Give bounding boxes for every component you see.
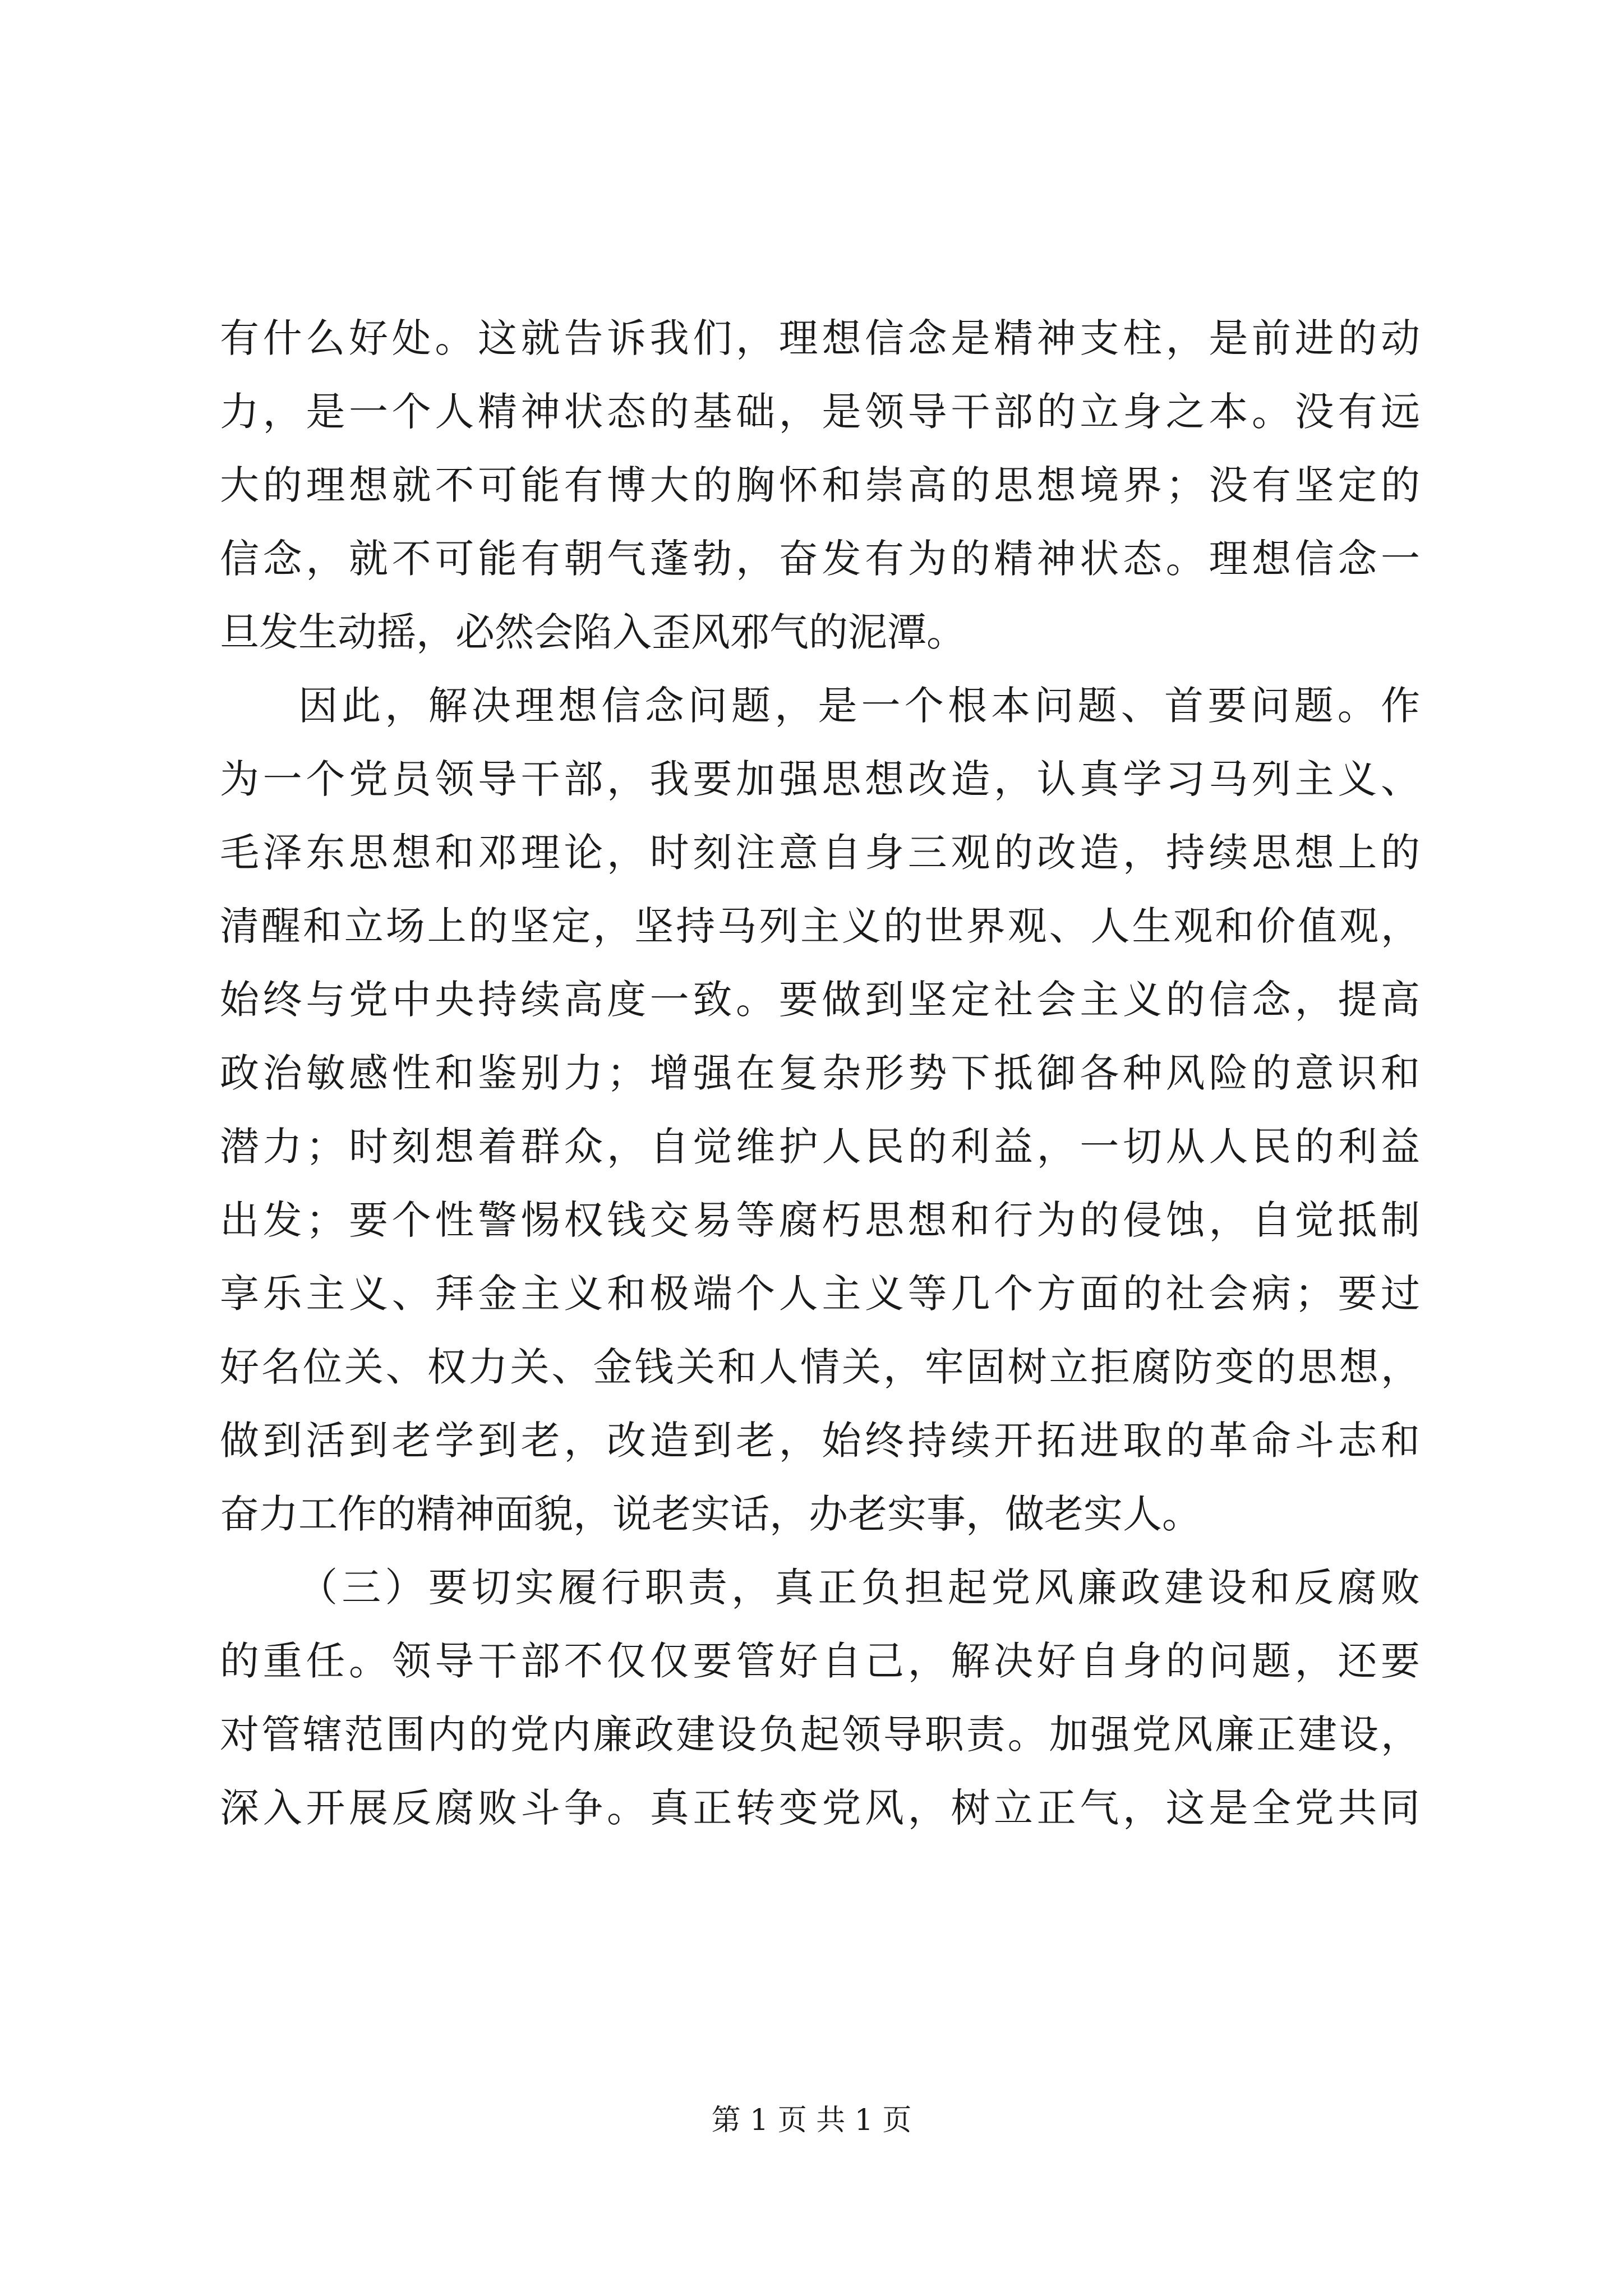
text-line: 始终与党中央持续高度一致。要做到坚定社会主义的信念，提高 — [220, 977, 1420, 1023]
page-number-label: 第 1 页 共 1 页 — [711, 2104, 912, 2137]
text-line: 出发；要个性警惕权钱交易等腐朽思想和行为的侵蚀，自觉抵制 — [220, 1197, 1420, 1243]
text-line: 力，是一个人精神状态的基础，是领导干部的立身之本。没有远 — [220, 389, 1420, 435]
text-line: 大的理想就不可能有博大的胸怀和崇高的思想境界；没有坚定的 — [220, 462, 1420, 508]
text-line: 享乐主义、拜金主义和极端个人主义等几个方面的社会病；要过 — [220, 1271, 1420, 1317]
paragraph-2 — [220, 669, 1420, 1551]
text-line: 因此，解决理想信念问题，是一个根本问题、首要问题。作 — [298, 683, 1420, 729]
text-line: 旦发生动摇，必然会陷入歪风邪气的泥潭。 — [220, 609, 966, 655]
text-line: 潜力；时刻想着群众，自觉维护人民的利益，一切从人民的利益 — [220, 1124, 1420, 1170]
text-line: 奋力工作的精神面貌，说老实话，办老实事，做老实人。 — [220, 1491, 1201, 1537]
text-line: 对管辖范围内的党内廉政建设负起领导职责。加强党风廉正建设， — [220, 1711, 1420, 1757]
text-line: 有什么好处。这就告诉我们，理想信念是精神支柱，是前进的动 — [220, 315, 1420, 361]
text-line: （三）要切实履行职责，真正负担起党风廉政建设和反腐败 — [298, 1565, 1420, 1611]
text-line: 深入开展反腐败斗争。真正转变党风，树立正气，这是全党共同 — [220, 1785, 1420, 1831]
text-line: 做到活到老学到老，改造到老，始终持续开拓进取的革命斗志和 — [220, 1418, 1420, 1464]
text-line: 的重任。领导干部不仅仅要管好自己，解决好自身的问题，还要 — [220, 1638, 1420, 1684]
document-body — [220, 302, 1420, 1845]
paragraph-3 — [220, 1551, 1420, 1845]
paragraph-1 — [220, 302, 1420, 669]
text-line: 清醒和立场上的坚定，坚持马列主义的世界观、人生观和价值观， — [220, 903, 1420, 949]
text-line: 好名位关、权力关、金钱关和人情关，牢固树立拒腐防变的思想， — [220, 1344, 1420, 1390]
text-line: 为一个党员领导干部，我要加强思想改造，认真学习马列主义、 — [220, 756, 1420, 802]
text-line: 毛泽东思想和邓理论，时刻注意自身三观的改造，持续思想上的 — [220, 830, 1420, 876]
text-line: 信念，就不可能有朝气蓬勃，奋发有为的精神状态。理想信念一 — [220, 536, 1420, 582]
page-footer — [0, 2101, 1623, 2140]
text-line: 政治敏感性和鉴别力；增强在复杂形势下抵御各种风险的意识和 — [220, 1050, 1420, 1096]
